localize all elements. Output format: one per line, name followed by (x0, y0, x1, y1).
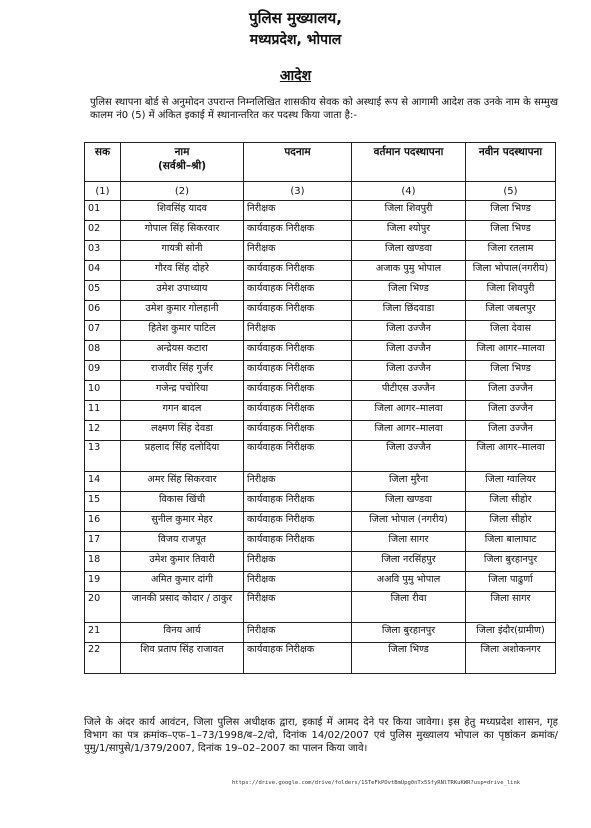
designation-cell: कार्यवाहक निरीक्षक (244, 281, 352, 301)
drive-link[interactable]: https://drive.google.com/drive/folders/1STeFkPDvtBmUpg0nTx5SfyRNlTRKuKWR?usp=drive_link (232, 780, 521, 786)
designation-cell: कार्यवाहक निरीक्षक (244, 421, 352, 441)
table-row (85, 281, 556, 301)
designation-cell: निरीक्षक (244, 552, 352, 572)
serial-cell: 21 (85, 623, 121, 643)
new-posting-cell: जिला उज्जैन (466, 381, 556, 401)
current-posting-cell: जिला भोपाल (नगरीय) (352, 512, 466, 532)
designation-cell: निरीक्षक (244, 572, 352, 592)
designation-cell: कार्यवाहक निरीक्षक (244, 221, 352, 241)
current-posting-cell: जिला उज्जैन (352, 341, 466, 361)
current-posting-cell: जिला आगर–मालवा (352, 421, 466, 441)
serial-cell: 11 (85, 401, 121, 421)
header-office: पुलिस मुख्यालय, (249, 9, 342, 27)
serial-cell: 09 (85, 361, 121, 381)
designation-cell: निरीक्षक (244, 592, 352, 623)
designation-cell: कार्यवाहक निरीक्षक (244, 361, 352, 381)
designation-cell: कार्यवाहक निरीक्षक (244, 261, 352, 281)
current-posting-cell: जिला बुरहानपुर (352, 623, 466, 643)
name-cell: गायत्री सोनी (121, 241, 244, 261)
serial-cell: 05 (85, 281, 121, 301)
name-cell: अमर सिंह सिकरवार (121, 472, 244, 492)
current-posting-cell: जिला भिण्ड (352, 643, 466, 674)
current-posting-cell: जिला उज्जैन (352, 361, 466, 381)
name-cell: गोपाल सिंह सिकरवार (121, 221, 244, 241)
current-posting-cell: जिला श्योपुर (352, 221, 466, 241)
current-posting-cell: अजाक पुमु भोपाल (352, 261, 466, 281)
name-cell: सुनील कुमार मेहर (121, 512, 244, 532)
table-row (85, 421, 556, 441)
new-posting-cell: जिला बालाघाट (466, 532, 556, 552)
header-current-posting: वर्तमान पदस्थापना (352, 143, 466, 182)
designation-cell: निरीक्षक (244, 241, 352, 261)
table-row (85, 572, 556, 592)
current-posting-cell: अअवि पुमु भोपाल (352, 572, 466, 592)
table-row (85, 532, 556, 552)
serial-cell: 19 (85, 572, 121, 592)
table-row (85, 301, 556, 321)
current-posting-cell: जिला उज्जैन (352, 441, 466, 472)
name-cell: विनय आर्य (121, 623, 244, 643)
table-row (85, 401, 556, 421)
name-cell: अन्द्रेयस कटारा (121, 341, 244, 361)
footer-paragraph: जिले के अंदर कार्य आवंटन, जिला पुलिस अधीक्षक द्वारा, इकाई में आमद देने पर किया जावेगा। इस हेतु मध्यप्रदेश शासन, गृह विभाग का पत्र क्रमांक–एफ–1–73/1998/ब–2/दो, दिनांक 14/02/2007 एवं पुलिस मुख्यालय भोपाल का पृष्ठांकन क्रमांक/पुमु/1/सापुसे/1/379/2007, दिनांक 19–02–2007 का पालन किया जावे। (84, 717, 558, 754)
designation-cell: कार्यवाहक निरीक्षक (244, 401, 352, 421)
column-number: (4) (352, 182, 466, 201)
transfer-table (84, 142, 556, 674)
new-posting-cell: जिला पाढुर्णा (466, 572, 556, 592)
serial-cell: 20 (85, 592, 121, 623)
current-posting-cell: जिला मुरैना (352, 472, 466, 492)
new-posting-cell: जिला सीहोर (466, 512, 556, 532)
designation-cell: कार्यवाहक निरीक्षक (244, 643, 352, 674)
new-posting-cell: जिला आगर–मालवा (466, 341, 556, 361)
serial-cell: 16 (85, 512, 121, 532)
current-posting-cell: जिला शिवपुरी (352, 201, 466, 221)
name-cell: प्रहलाद सिंह दलोदिया (121, 441, 244, 472)
table-row (85, 643, 556, 674)
table-row (85, 441, 556, 472)
table-row (85, 381, 556, 401)
name-cell: शिव प्रताप सिंह राजावत (121, 643, 244, 674)
new-posting-cell: जिला इंदौर(ग्रामीण) (466, 623, 556, 643)
new-posting-cell: जिला सागर (466, 592, 556, 623)
current-posting-cell: जिला छिंदवाडा (352, 301, 466, 321)
order-title: आदेश (279, 68, 312, 84)
serial-cell: 08 (85, 341, 121, 361)
table-row (85, 321, 556, 341)
new-posting-cell: जिला आगर–मालवा (466, 441, 556, 472)
name-cell: गजेन्द्र पचोरिया (121, 381, 244, 401)
table-row (85, 623, 556, 643)
name-cell: विजय राजपूत (121, 532, 244, 552)
designation-cell: कार्यवाहक निरीक्षक (244, 381, 352, 401)
current-posting-cell: जिला खण्डवा (352, 492, 466, 512)
name-cell: उमेश कुमार गोलहानी (121, 301, 244, 321)
designation-cell: निरीक्षक (244, 623, 352, 643)
table-row (85, 552, 556, 572)
table-row (85, 492, 556, 512)
name-cell: विकास खिंची (121, 492, 244, 512)
table-header-row (85, 143, 556, 182)
designation-cell: कार्यवाहक निरीक्षक (244, 341, 352, 361)
new-posting-cell: जिला अशोकनगर (466, 643, 556, 674)
name-cell: उमेश उपाध्याय (121, 281, 244, 301)
new-posting-cell: जिला भिण्ड (466, 221, 556, 241)
new-posting-cell: जिला सीहोर (466, 492, 556, 512)
serial-cell: 10 (85, 381, 121, 401)
name-cell: शिवसिंह यादव (121, 201, 244, 221)
designation-cell: कार्यवाहक निरीक्षक (244, 441, 352, 472)
serial-cell: 02 (85, 221, 121, 241)
new-posting-cell: जिला उज्जैन (466, 421, 556, 441)
designation-cell: कार्यवाहक निरीक्षक (244, 532, 352, 552)
current-posting-cell: जिला नरसिंहपुर (352, 552, 466, 572)
header-name: नाम (सर्वश्री–श्री) (121, 143, 244, 182)
table-row (85, 361, 556, 381)
name-cell: हितेश कुमार पाटिल (121, 321, 244, 341)
serial-cell: 12 (85, 421, 121, 441)
current-posting-cell: जिला भिण्ड (352, 281, 466, 301)
name-cell: जानकी प्रसाद कोदार / ठाकुर (121, 592, 244, 623)
new-posting-cell: जिला बुरहानपुर (466, 552, 556, 572)
header-location: मध्यप्रदेश, भोपाल (249, 32, 342, 48)
serial-cell: 14 (85, 472, 121, 492)
new-posting-cell: जिला भिण्ड (466, 361, 556, 381)
name-cell: गौरव सिंह दोहरे (121, 261, 244, 281)
name-cell: अमित कुमार दांगी (121, 572, 244, 592)
column-number: (2) (121, 182, 244, 201)
current-posting-cell: जिला आगर–मालवा (352, 401, 466, 421)
serial-cell: 07 (85, 321, 121, 341)
table-row (85, 261, 556, 281)
serial-cell: 22 (85, 643, 121, 674)
designation-cell: निरीक्षक (244, 472, 352, 492)
name-cell: उमेश कुमार तिवारी (121, 552, 244, 572)
designation-cell: निरीक्षक (244, 201, 352, 221)
table-row (85, 341, 556, 361)
current-posting-cell: जिला सागर (352, 532, 466, 552)
table-row (85, 201, 556, 221)
table-row (85, 221, 556, 241)
name-cell: गगन बादल (121, 401, 244, 421)
column-number: (1) (85, 182, 121, 201)
new-posting-cell: जिला जबलपुर (466, 301, 556, 321)
column-number-row (85, 182, 556, 201)
new-posting-cell: जिला ग्वालियर (466, 472, 556, 492)
table-row (85, 472, 556, 492)
serial-cell: 18 (85, 552, 121, 572)
column-number: (5) (466, 182, 556, 201)
new-posting-cell: जिला रतलाम (466, 241, 556, 261)
new-posting-cell: जिला भिण्ड (466, 201, 556, 221)
column-number: (3) (244, 182, 352, 201)
name-cell: राजवीर सिंह गुर्जर (121, 361, 244, 381)
header-serial: सक (85, 143, 121, 182)
serial-cell: 15 (85, 492, 121, 512)
serial-cell: 01 (85, 201, 121, 221)
new-posting-cell: जिला उज्जैन (466, 401, 556, 421)
table-row (85, 592, 556, 623)
serial-cell: 06 (85, 301, 121, 321)
designation-cell: कार्यवाहक निरीक्षक (244, 301, 352, 321)
designation-cell: निरीक्षक (244, 321, 352, 341)
intro-paragraph: पुलिस स्थापना बोर्ड से अनुमोदन उपरान्त निम्नलिखित शासकीय सेवक को अस्थाई रूप से आगामी आदेश तक उनके नाम के सम्मुख कालम नं0 (5) में अंकित इकाई में स्थानान्तरित कर पदस्थ किया जाता है:- (90, 97, 558, 121)
current-posting-cell: जिला खण्डवा (352, 241, 466, 261)
new-posting-cell: जिला देवास (466, 321, 556, 341)
new-posting-cell: जिला भोपाल(नगरीय) (466, 261, 556, 281)
current-posting-cell: पीटीएस उज्जैन (352, 381, 466, 401)
current-posting-cell: जिला रीवा (352, 592, 466, 623)
designation-cell: कार्यवाहक निरीक्षक (244, 512, 352, 532)
header-designation: पदनाम (244, 143, 352, 182)
current-posting-cell: जिला उज्जैन (352, 321, 466, 341)
serial-cell: 17 (85, 532, 121, 552)
designation-cell: कार्यवाहक निरीक्षक (244, 492, 352, 512)
header-new-posting: नवीन पदस्थापना (466, 143, 556, 182)
table-row (85, 512, 556, 532)
serial-cell: 13 (85, 441, 121, 472)
serial-cell: 04 (85, 261, 121, 281)
new-posting-cell: जिला शिवपुरी (466, 281, 556, 301)
serial-cell: 03 (85, 241, 121, 261)
name-cell: लक्ष्मण सिंह देवडा (121, 421, 244, 441)
table-row (85, 241, 556, 261)
